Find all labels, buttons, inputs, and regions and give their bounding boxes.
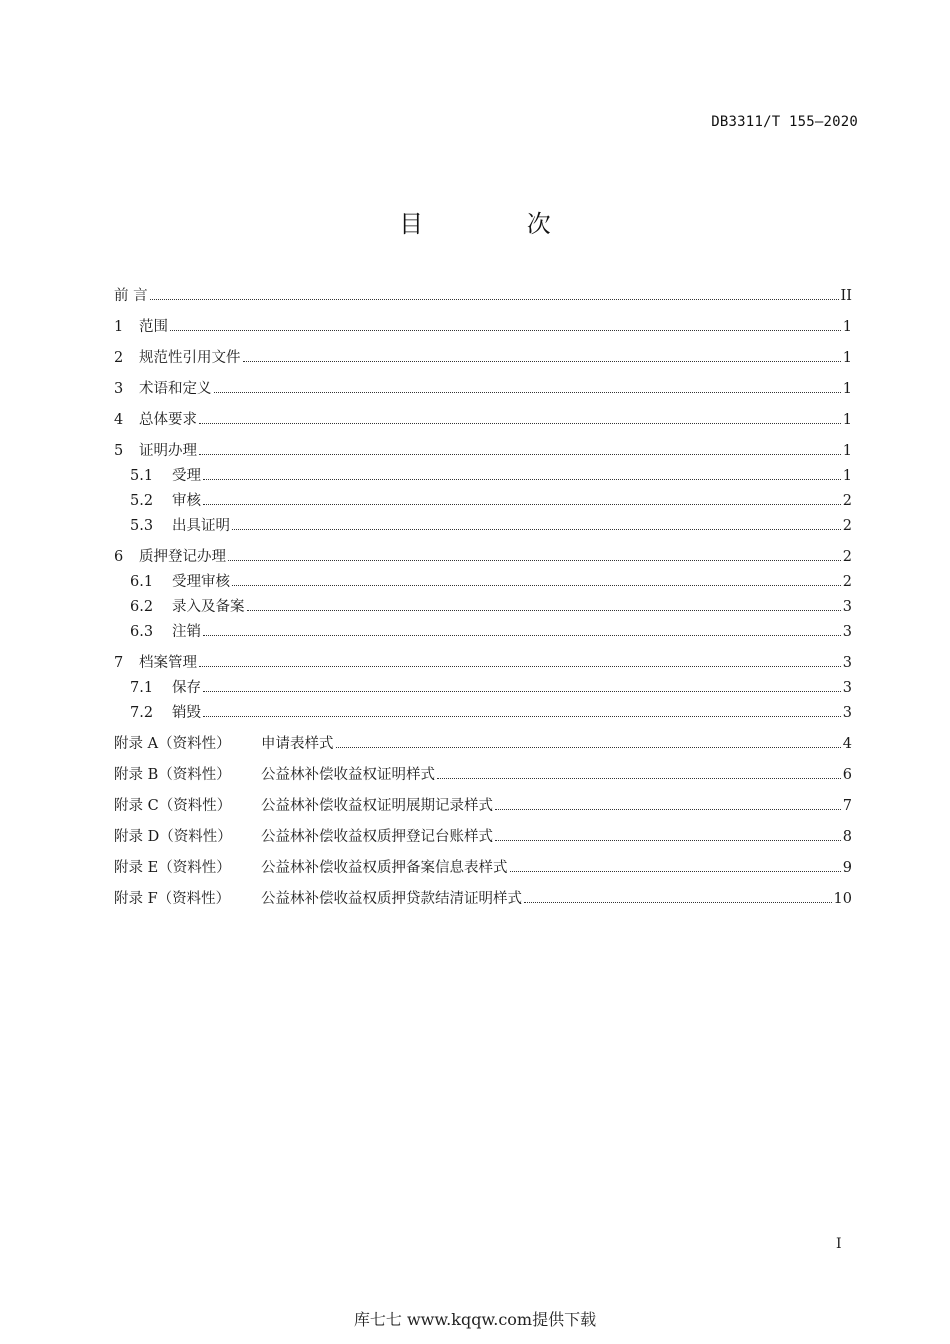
toc-entry-page: 1 xyxy=(842,381,852,397)
toc-entry-number: 附录 E（资料性） xyxy=(114,860,231,876)
toc-entry-page: 2 xyxy=(842,549,852,565)
page-number: I xyxy=(836,1236,842,1252)
toc-entry-page: 6 xyxy=(842,767,852,783)
toc-entry[interactable] xyxy=(114,827,852,847)
toc-entry-page: 3 xyxy=(842,705,852,721)
toc-entry-title: 受理 xyxy=(172,468,201,484)
document-code: DB3311/T 155—2020 xyxy=(711,114,858,130)
toc-entry-title: 受理审核 xyxy=(172,574,230,590)
toc-entry[interactable] xyxy=(114,889,852,909)
toc-entry-title: 证明办理 xyxy=(139,443,197,459)
toc-entry-title: 公益林补偿收益权质押贷款结清证明样式 xyxy=(261,891,522,907)
toc-entry-page: 3 xyxy=(842,624,852,640)
toc-entry-title: 出具证明 xyxy=(172,518,230,534)
toc-entry-title: 规范性引用文件 xyxy=(139,350,241,366)
toc-entry-number: 附录 C（资料性） xyxy=(114,798,232,814)
toc-entry-title: 公益林补偿收益权证明样式 xyxy=(261,767,435,783)
toc-entry-page: 7 xyxy=(842,798,852,814)
toc-entry-number: 1 xyxy=(114,319,124,335)
toc-dot-leader xyxy=(203,690,841,692)
toc-dot-leader xyxy=(336,746,841,748)
toc-entry-page: 8 xyxy=(842,829,852,845)
toc-dot-leader xyxy=(495,808,841,810)
toc-entry[interactable] xyxy=(114,653,852,673)
toc-entry-page: 9 xyxy=(842,860,852,876)
toc-dot-leader xyxy=(203,478,841,480)
toc-entry-number: 6.3 xyxy=(130,624,154,640)
toc-entry-title: 录入及备案 xyxy=(172,599,245,615)
toc-dot-leader xyxy=(232,584,841,586)
toc-dot-leader xyxy=(199,453,841,455)
toc-entry-number: 附录 B（资料性） xyxy=(114,767,231,783)
toc-dot-leader xyxy=(232,528,841,530)
toc-entry-page: 10 xyxy=(833,891,852,907)
toc-dot-leader xyxy=(437,777,841,779)
toc-entry-number: 3 xyxy=(114,381,124,397)
toc-dot-leader xyxy=(199,665,841,667)
table-of-contents xyxy=(114,286,852,909)
toc-entry-title: 注销 xyxy=(172,624,201,640)
toc-entry[interactable] xyxy=(114,703,852,723)
toc-entry-number: 附录 A（资料性） xyxy=(114,736,231,752)
toc-entry-page: 1 xyxy=(842,443,852,459)
toc-dot-leader xyxy=(203,715,841,717)
toc-entry-number: 6.2 xyxy=(130,599,154,615)
toc-dot-leader xyxy=(199,422,841,424)
toc-entry[interactable] xyxy=(114,491,852,511)
toc-entry-title: 申请表样式 xyxy=(261,736,334,752)
page-title: 目 次 xyxy=(399,210,599,238)
toc-entry-page: 2 xyxy=(842,493,852,509)
toc-entry-title: 档案管理 xyxy=(139,655,197,671)
toc-entry-page: 1 xyxy=(842,350,852,366)
toc-entry-number: 4 xyxy=(114,412,124,428)
toc-entry-number: 6.1 xyxy=(130,574,154,590)
toc-entry[interactable] xyxy=(114,765,852,785)
toc-dot-leader xyxy=(243,360,841,362)
toc-entry[interactable] xyxy=(114,678,852,698)
toc-entry[interactable] xyxy=(114,622,852,642)
toc-entry[interactable] xyxy=(114,466,852,486)
toc-dot-leader xyxy=(214,391,841,393)
toc-entry-title: 前 言 xyxy=(114,288,148,304)
toc-entry-number: 7.2 xyxy=(130,705,154,721)
toc-entry[interactable] xyxy=(114,410,852,430)
toc-entry[interactable] xyxy=(114,858,852,878)
toc-entry-page: 4 xyxy=(842,736,852,752)
toc-entry-page: II xyxy=(840,288,852,304)
toc-entry-number: 5.2 xyxy=(130,493,154,509)
toc-entry-number: 5 xyxy=(114,443,124,459)
toc-entry-page: 1 xyxy=(842,412,852,428)
footer-watermark: 库七七 www.kqqw.com提供下载 xyxy=(353,1310,597,1329)
toc-entry[interactable] xyxy=(114,597,852,617)
toc-entry-page: 1 xyxy=(842,468,852,484)
toc-entry[interactable] xyxy=(114,796,852,816)
toc-entry-number: 附录 F（资料性） xyxy=(114,891,231,907)
toc-entry-number: 5.1 xyxy=(130,468,154,484)
toc-dot-leader xyxy=(203,634,841,636)
toc-entry-title: 术语和定义 xyxy=(139,381,212,397)
toc-dot-leader xyxy=(228,559,841,561)
toc-entry-page: 3 xyxy=(842,599,852,615)
toc-entry-number: 5.3 xyxy=(130,518,154,534)
toc-entry[interactable] xyxy=(114,734,852,754)
toc-entry-title: 公益林补偿收益权质押备案信息表样式 xyxy=(261,860,508,876)
toc-entry-title: 公益林补偿收益权证明展期记录样式 xyxy=(261,798,493,814)
toc-entry-title: 销毁 xyxy=(172,705,201,721)
toc-entry[interactable] xyxy=(114,516,852,536)
toc-dot-leader xyxy=(203,503,841,505)
toc-dot-leader xyxy=(247,609,841,611)
toc-entry-number: 2 xyxy=(114,350,124,366)
toc-entry-number: 7.1 xyxy=(130,680,154,696)
toc-entry-page: 3 xyxy=(842,655,852,671)
toc-entry[interactable] xyxy=(114,379,852,399)
toc-entry[interactable] xyxy=(114,441,852,461)
toc-entry-title: 审核 xyxy=(172,493,201,509)
toc-entry[interactable] xyxy=(114,348,852,368)
toc-dot-leader xyxy=(524,901,832,903)
toc-entry-page: 2 xyxy=(842,574,852,590)
toc-dot-leader xyxy=(510,870,841,872)
toc-entry-title: 范围 xyxy=(139,319,168,335)
toc-entry-title: 保存 xyxy=(172,680,201,696)
toc-dot-leader xyxy=(170,329,841,331)
toc-entry-number: 6 xyxy=(114,549,124,565)
toc-entry[interactable] xyxy=(114,547,852,567)
toc-entry-page: 2 xyxy=(842,518,852,534)
toc-entry-number: 7 xyxy=(114,655,124,671)
toc-entry[interactable] xyxy=(114,286,852,306)
toc-entry-page: 1 xyxy=(842,319,852,335)
toc-entry-title: 公益林补偿收益权质押登记台账样式 xyxy=(261,829,493,845)
toc-dot-leader xyxy=(150,298,839,300)
toc-dot-leader xyxy=(495,839,841,841)
toc-entry[interactable] xyxy=(114,317,852,337)
toc-entry-title: 质押登记办理 xyxy=(139,549,226,565)
toc-entry-page: 3 xyxy=(842,680,852,696)
toc-entry-title: 总体要求 xyxy=(139,412,197,428)
toc-entry[interactable] xyxy=(114,572,852,592)
toc-entry-number: 附录 D（资料性） xyxy=(114,829,232,845)
